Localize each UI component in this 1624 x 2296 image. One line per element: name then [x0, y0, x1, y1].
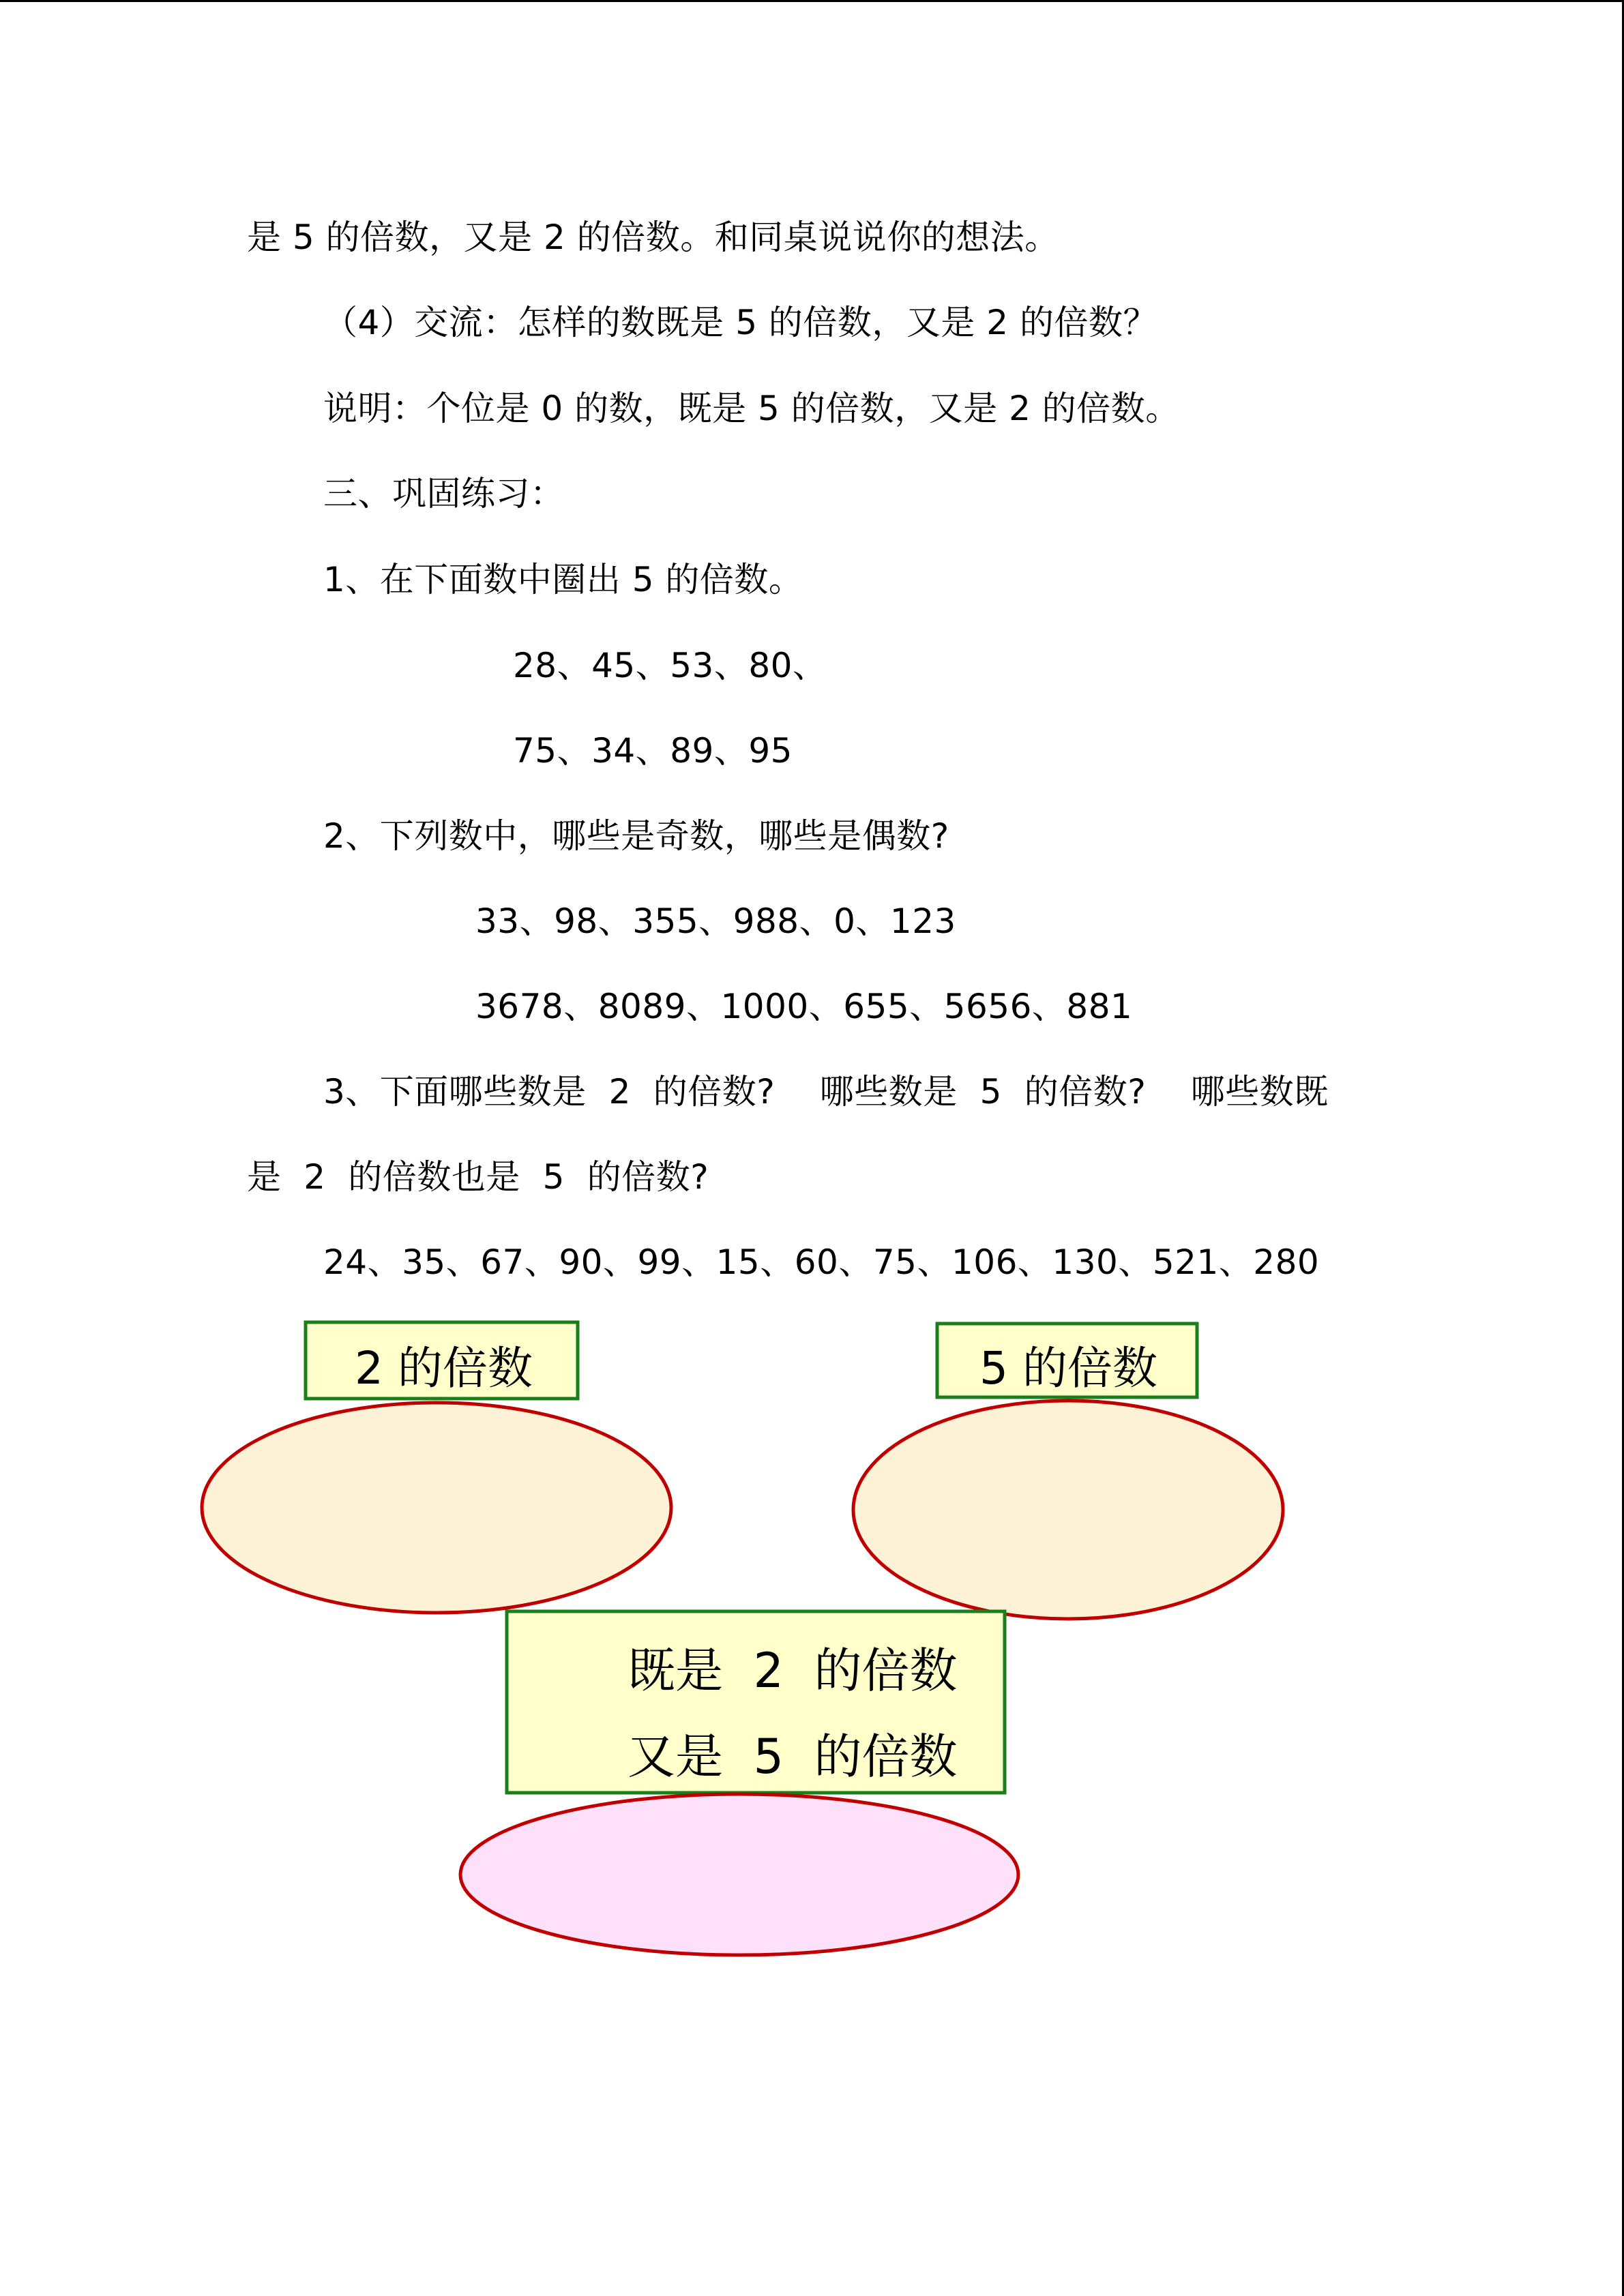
exercise-1-numbers-b: 75、34、89、95: [513, 731, 793, 771]
ellipse-multiples-of-5: [853, 1401, 1283, 1619]
exercise-2-title: 2、下列数中，哪些是奇数，哪些是偶数?: [323, 816, 949, 856]
label-multiples-of-5: 5 的倍数: [979, 1342, 1157, 1395]
text-line-3: 说明：个位是 0 的数，既是 5 的倍数，又是 2 的倍数。: [323, 389, 1180, 428]
exercise-1-numbers-a: 28、45、53、80、: [513, 646, 827, 685]
ellipse-both: [460, 1794, 1018, 1955]
ellipse-multiples-of-2: [202, 1403, 671, 1613]
exercise-3-title: 3、下面哪些数是 2 的倍数? 哪些数是 5 的倍数? 哪些数既: [323, 1072, 1329, 1112]
exercise-2-numbers-b: 3678、8089、1000、655、5656、881: [475, 987, 1133, 1026]
exercise-3-title-cont: 是 2 的倍数也是 5 的倍数?: [247, 1157, 709, 1197]
label-both-line-2: 又是 5 的倍数: [628, 1729, 958, 1785]
label-both-line-1: 既是 2 的倍数: [628, 1643, 958, 1699]
label-multiples-of-2: 2 的倍数: [355, 1342, 533, 1395]
text-line-1: 是 5 的倍数，又是 2 的倍数。和同桌说说你的想法。: [247, 218, 1059, 257]
exercise-3-numbers: 24、35、67、90、99、15、60、75、106、130、521、280: [323, 1242, 1320, 1282]
exercise-1-title: 1、在下面数中圈出 5 的倍数。: [323, 560, 803, 599]
text-line-2: （4）交流：怎样的数既是 5 的倍数，又是 2 的倍数？: [323, 303, 1158, 342]
exercise-2-numbers-a: 33、98、355、988、0、123: [475, 901, 956, 941]
section-heading: 三、巩固练习：: [323, 474, 565, 513]
